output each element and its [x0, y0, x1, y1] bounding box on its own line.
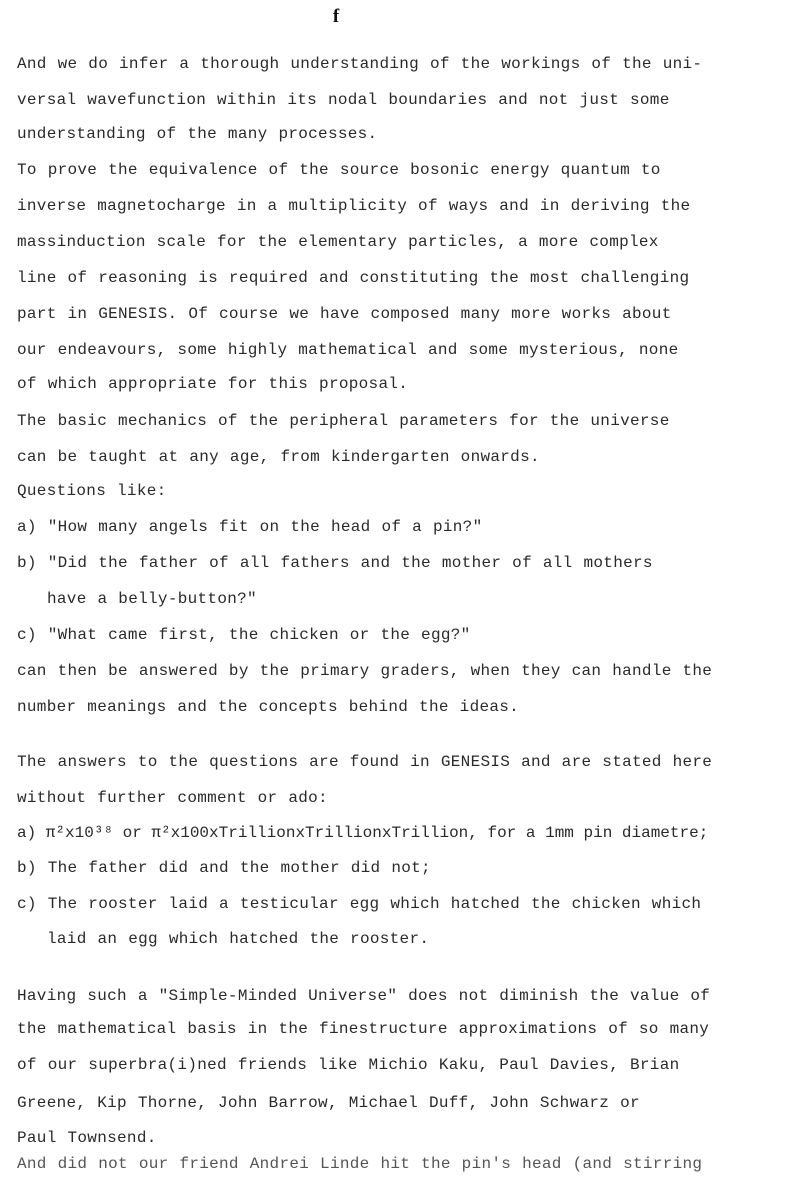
page-letter: f [332, 6, 340, 27]
text-line: versal wavefunction within its nodal boundaries and not just some [17, 91, 670, 109]
question-b-continued: have a belly-button?" [47, 590, 257, 608]
question-a: a) "How many angels fit on the head of a pin?" [17, 518, 483, 536]
text-line: Having such a "Simple-Minded Universe" does not diminish the value of [17, 987, 711, 1005]
answer-a: a) π²x10³⁸ or π²x100xTrillionxTrillionxTrillion, for a 1mm pin diametre; [17, 824, 709, 842]
text-line: Greene, Kip Thorne, John Barrow, Michael Duff, John Schwarz or [17, 1094, 640, 1112]
text-line: line of reasoning is required and constituting the most challenging [17, 269, 690, 287]
text-line: Questions like: [17, 482, 167, 500]
question-b: b) "Did the father of all fathers and the mother of all mothers [17, 554, 653, 572]
text-line: understanding of the many processes. [17, 125, 378, 143]
text-line: The answers to the questions are found in GENESIS and are stated here [17, 753, 713, 771]
text-line: of our superbra(i)ned friends like Michio Kaku, Paul Davies, Brian [17, 1056, 680, 1074]
text-line: without further comment or ado: [17, 789, 328, 807]
text-line: And we do infer a thorough understanding of the workings of the uni- [17, 55, 703, 73]
text-line: To prove the equivalence of the source bosonic energy quantum to [17, 161, 661, 179]
text-line: Paul Townsend. [17, 1129, 157, 1147]
answer-c: c) The rooster laid a testicular egg which hatched the chicken which [17, 895, 702, 913]
text-line: our endeavours, some highly mathematical and some mysterious, none [17, 341, 679, 359]
question-c: c) "What came first, the chicken or the egg?" [17, 626, 471, 644]
text-line: can be taught at any age, from kindergarten onwards. [17, 448, 540, 466]
text-line: can then be answered by the primary graders, when they can handle the [17, 662, 713, 680]
text-line: inverse magnetocharge in a multiplicity of ways and in deriving the [17, 197, 691, 215]
text-line: massinduction scale for the elementary particles, a more complex [17, 233, 659, 251]
answer-c-continued: laid an egg which hatched the rooster. [47, 930, 430, 948]
text-line: of which appropriate for this proposal. [17, 375, 409, 393]
text-line: And did not our friend Andrei Linde hit the pin's head (and stirring [17, 1155, 703, 1173]
text-line: number meanings and the concepts behind the ideas. [17, 698, 520, 716]
text-line: the mathematical basis in the finestructure approximations of so many [17, 1020, 710, 1038]
text-line: part in GENESIS. Of course we have composed many more works about [17, 305, 672, 323]
answer-b: b) The father did and the mother did not; [17, 859, 431, 877]
text-line: The basic mechanics of the peripheral parameters for the universe [17, 412, 670, 430]
